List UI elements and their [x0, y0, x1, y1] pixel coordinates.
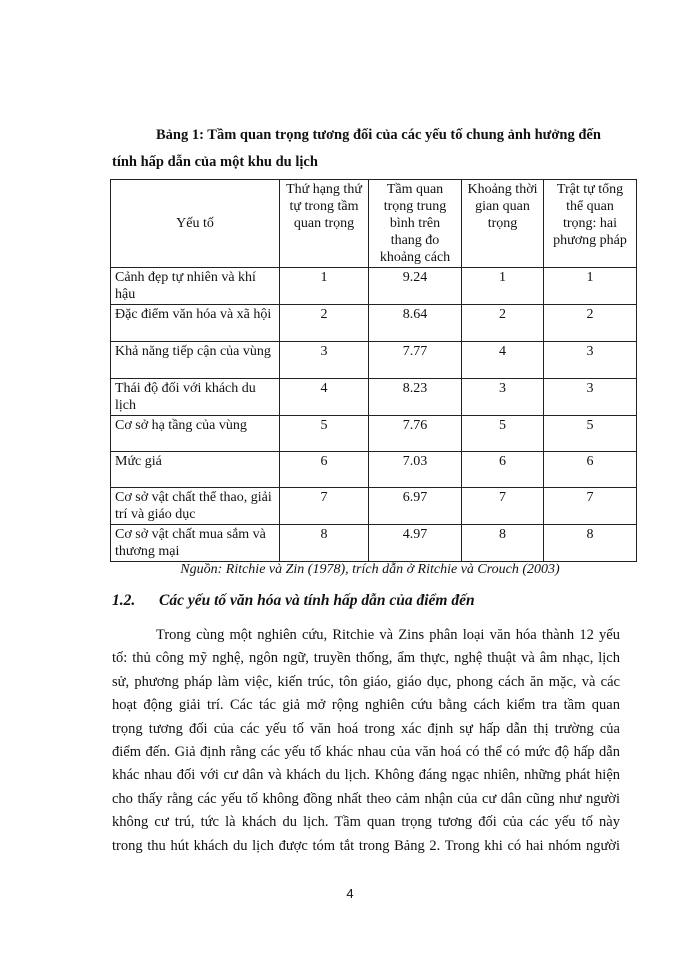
- paragraph-line: Trong cùng một nghiên cứu, Ritchie và Zins phân loại văn hóa thành 12 yếu: [156, 627, 620, 643]
- row-factor: Cảnh đẹp tự nhiên và khí hậu: [111, 268, 280, 305]
- row-time: 3: [462, 379, 544, 416]
- paragraph-line: không cư trú, tức là khách du lịch. Tầm quan trọng tương đối của các yếu tố này: [112, 814, 620, 831]
- header-cell-mean-importance: Tầm quan trọng trung bình trên thang đo khoảng cách: [369, 180, 462, 268]
- header-cell-rank: Thứ hạng thứ tự trong tầm quan trọng: [280, 180, 369, 268]
- table-row: [111, 452, 637, 488]
- row-factor: Mức giá: [111, 452, 280, 488]
- header-cell-overall-order: Trật tự tổng thể quan trọng: hai phương pháp: [544, 180, 637, 268]
- row-time: 5: [462, 416, 544, 452]
- row-mean: 7.77: [369, 342, 462, 379]
- table-row: [111, 525, 637, 562]
- row-mean: 4.97: [369, 525, 462, 562]
- table-caption: [112, 122, 620, 176]
- table-row: [111, 342, 637, 379]
- row-time: 7: [462, 488, 544, 525]
- paragraph-line: khác nhau đối với cư dân và khách du lịch. Không đáng ngạc nhiên, những phát hiện: [112, 767, 620, 784]
- header-cell-time-period: Khoảng thời gian quan trọng: [462, 180, 544, 268]
- row-factor: Cơ sở vật chất mua sắm và thương mại: [111, 525, 280, 562]
- row-overall: 8: [544, 525, 637, 562]
- row-rank: 7: [280, 488, 369, 525]
- row-mean: 9.24: [369, 268, 462, 305]
- row-time: 4: [462, 342, 544, 379]
- row-overall: 6: [544, 452, 637, 488]
- paragraph-line: cho thấy rằng các yếu tố không đồng nhất theo cảm nhận của cư dân cũng như người: [112, 790, 620, 807]
- table-header-row: [111, 180, 637, 268]
- table-source-note: Nguồn: Ritchie và Zin (1978), trích dẫn ở Ritchie và Crouch (2003): [180, 562, 560, 577]
- section-title: Các yếu tố văn hóa và tính hấp dẫn của điểm đến: [159, 592, 475, 609]
- paragraph-line: điểm đến. Giả định rằng các yếu tố khác nhau của văn hoá có thể có mức độ hấp dẫn: [112, 744, 620, 761]
- table-row: [111, 268, 637, 305]
- table-row: [111, 416, 637, 452]
- row-rank: 6: [280, 452, 369, 488]
- section-number: 1.2.: [112, 592, 136, 609]
- row-rank: 4: [280, 379, 369, 416]
- paragraph-line: trọng tương đối của các yếu tố văn hoá trong xác định sự hấp dẫn thị trường của: [112, 720, 620, 737]
- paragraph-line: sử, phương pháp làm việc, kiến trúc, tôn giáo, giáo dục, phong cách ăn mặc, và các: [112, 673, 620, 690]
- row-mean: 7.03: [369, 452, 462, 488]
- row-rank: 8: [280, 525, 369, 562]
- header-cell-factor: Yếu tố: [111, 180, 280, 268]
- row-mean: 7.76: [369, 416, 462, 452]
- row-overall: 7: [544, 488, 637, 525]
- table-row: [111, 379, 637, 416]
- paragraph-line: hoạt động giải trí. Các tác giả mở rộng nghiên cứu bằng cách kiểm tra tầm quan: [112, 697, 620, 714]
- caption-line-1: Bảng 1: Tầm quan trọng tương đối của các yếu tố chung ảnh hưởng đến: [156, 127, 601, 143]
- page-number: 4: [346, 886, 354, 901]
- factor-table: [110, 179, 637, 562]
- caption-line-2: tính hấp dẫn của một khu du lịch: [112, 154, 318, 170]
- row-mean: 8.64: [369, 305, 462, 342]
- row-factor: Thái độ đối với khách du lịch: [111, 379, 280, 416]
- row-factor: Đặc điểm văn hóa và xã hội: [111, 305, 280, 342]
- row-rank: 3: [280, 342, 369, 379]
- row-time: 2: [462, 305, 544, 342]
- row-time: 6: [462, 452, 544, 488]
- row-mean: 8.23: [369, 379, 462, 416]
- row-overall: 2: [544, 305, 637, 342]
- row-time: 1: [462, 268, 544, 305]
- table-row: [111, 305, 637, 342]
- paragraph-line: trong thu hút khách du lịch được tóm tắt trong Bảng 2. Trong khi có hai nhóm người: [112, 837, 620, 854]
- table-row: [111, 488, 637, 525]
- paragraph-line: tố: thủ công mỹ nghệ, ngôn ngữ, truyền thống, ẩm thực, nghệ thuật và âm nhạc, lịch: [112, 650, 620, 667]
- row-overall: 3: [544, 379, 637, 416]
- row-rank: 1: [280, 268, 369, 305]
- row-overall: 3: [544, 342, 637, 379]
- row-factor: Cơ sở hạ tầng của vùng: [111, 416, 280, 452]
- row-mean: 6.97: [369, 488, 462, 525]
- row-factor: Khả năng tiếp cận của vùng: [111, 342, 280, 379]
- body-paragraph: [112, 624, 620, 858]
- section-heading: [112, 592, 475, 610]
- row-time: 8: [462, 525, 544, 562]
- row-factor: Cơ sở vật chất thể thao, giải trí và giáo dục: [111, 488, 280, 525]
- row-rank: 2: [280, 305, 369, 342]
- row-overall: 5: [544, 416, 637, 452]
- row-overall: 1: [544, 268, 637, 305]
- row-rank: 5: [280, 416, 369, 452]
